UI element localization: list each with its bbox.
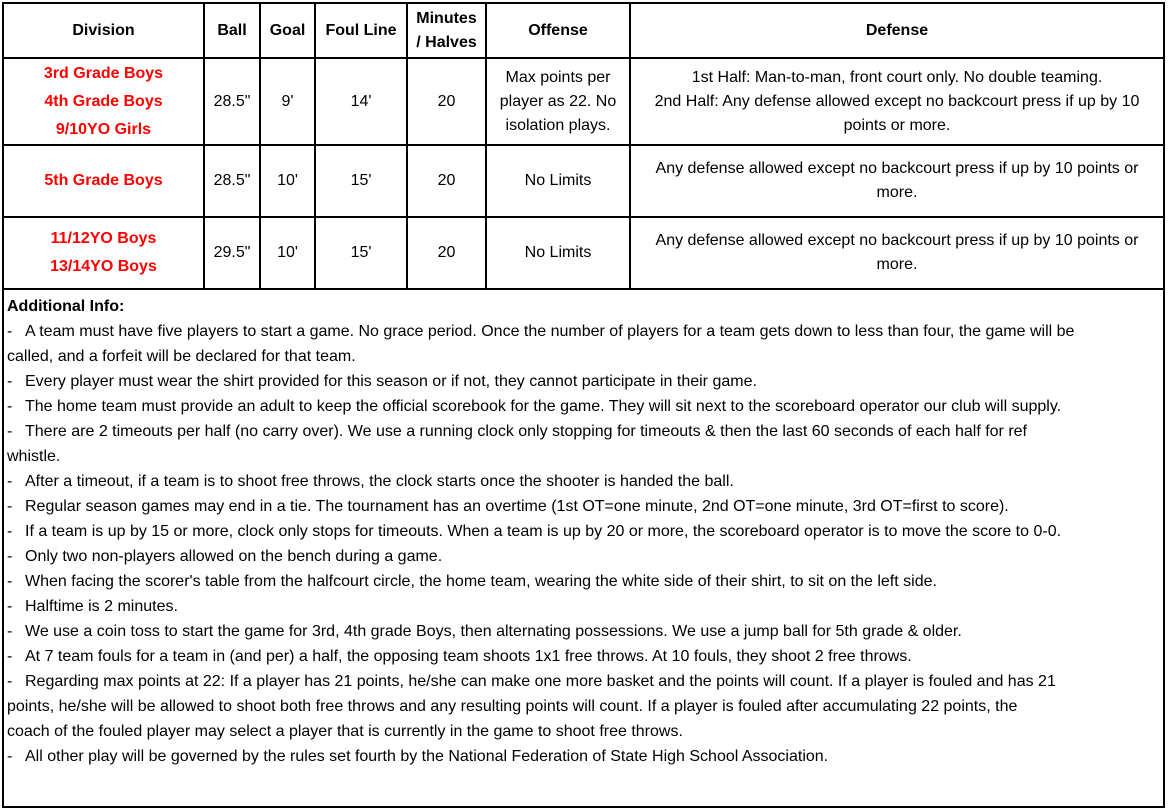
info-line <box>7 569 1161 594</box>
info-text: There are 2 timeouts per half (no carry over). We use a running clock only stopping for timeouts & then the last 60 seconds of each half for ref <box>25 423 1027 440</box>
offense-line: No Limits <box>524 172 592 189</box>
offense-line: isolation plays. <box>505 116 611 134</box>
info-text: Only two non-players allowed on the bench during a game. <box>25 548 443 565</box>
info-line <box>7 544 1161 569</box>
info-line <box>7 669 1161 694</box>
division-cell <box>4 145 204 217</box>
division-name: 3rd Grade Boys <box>43 64 164 82</box>
foul-line-cell: 14' <box>315 58 407 145</box>
info-text: coach of the fouled player may select a player that is currently in the game to shoot free throws. <box>7 723 683 740</box>
info-line <box>7 469 1161 494</box>
bullet-dash: - <box>7 498 13 515</box>
foul-line-cell: 15' <box>315 145 407 217</box>
table-row <box>4 145 1163 217</box>
info-line <box>7 694 1161 719</box>
offense-cell <box>486 145 630 217</box>
bullet-dash: - <box>7 423 13 440</box>
header-minutes-line1: Minutes <box>416 9 477 27</box>
info-text: points, he/she will be allowed to shoot both free throws and any resulting points will count. If a player is fouled after accumulating 22 points, the <box>7 698 1018 715</box>
info-text: Halftime is 2 minutes. <box>25 598 178 615</box>
info-text: The home team must provide an adult to keep the official scorebook for the game. They will sit next to the scoreboard operator our club will supply. <box>25 398 1062 415</box>
defense-line: more. <box>876 184 918 201</box>
offense-line: Max points per <box>505 68 611 86</box>
header-offense: Offense <box>486 4 630 58</box>
minutes-cell: 20 <box>407 145 486 217</box>
header-row <box>4 4 1163 58</box>
info-line <box>7 644 1161 669</box>
foul-line-cell: 15' <box>315 217 407 289</box>
defense-line: 1st Half: Man-to-man, front court only. No double teaming. <box>691 68 1103 86</box>
info-line <box>7 494 1161 519</box>
bullet-dash: - <box>7 398 13 415</box>
info-line <box>7 519 1161 544</box>
info-line <box>7 419 1161 444</box>
division-name: 13/14YO Boys <box>50 258 157 275</box>
division-name: 9/10YO Girls <box>55 120 152 138</box>
info-line <box>7 444 1161 469</box>
ball-cell: 28.5" <box>204 58 260 145</box>
bullet-dash: - <box>7 573 13 590</box>
bullet-dash: - <box>7 598 13 615</box>
header-minutes <box>407 4 486 58</box>
info-text: All other play will be governed by the rules set fourth by the National Federation of State High School Association. <box>25 748 829 765</box>
bullet-dash: - <box>7 473 13 490</box>
division-cell <box>4 217 204 289</box>
info-line <box>7 369 1161 394</box>
info-line <box>7 394 1161 419</box>
info-text: Every player must wear the shirt provided for this season or if not, they cannot participate in their game. <box>25 373 757 390</box>
header-minutes-line2: / Halves <box>416 33 477 51</box>
info-text: Regarding max points at 22: If a player has 21 points, he/she can make one more basket and the points will count. If a player is fouled and has 21 <box>25 673 1056 690</box>
info-text: At 7 team fouls for a team in (and per) a half, the opposing team shoots 1x1 free throws. At 10 fouls, they shoot 2 free throws. <box>25 648 912 665</box>
offense-cell <box>486 58 630 145</box>
info-text: If a team is up by 15 or more, clock only stops for timeouts. When a team is up by 20 or more, the scoreboard operator is to move the score to 0-0. <box>25 523 1062 540</box>
offense-line: No Limits <box>524 244 592 261</box>
info-text: called, and a forfeit will be declared for that team. <box>7 348 356 365</box>
table-row <box>4 217 1163 289</box>
info-text: After a timeout, if a team is to shoot free throws, the clock starts once the shooter is handed the ball. <box>25 473 734 490</box>
division-cell <box>4 58 204 145</box>
info-line <box>7 594 1161 619</box>
defense-line: 2nd Half: Any defense allowed except no backcourt press if up by 10 <box>654 92 1140 110</box>
info-text: Regular season games may end in a tie. The tournament has an overtime (1st OT=one minute, 2nd OT=one minute, 3rd OT=first to score). <box>25 498 1009 515</box>
additional-info-list <box>7 319 1161 769</box>
goal-cell: 10' <box>260 145 315 217</box>
bullet-dash: - <box>7 648 13 665</box>
additional-info <box>7 294 1161 769</box>
ball-cell: 29.5" <box>204 217 260 289</box>
defense-cell <box>630 58 1163 145</box>
defense-cell <box>630 217 1163 289</box>
goal-cell: 10' <box>260 217 315 289</box>
bullet-dash: - <box>7 623 13 640</box>
minutes-cell: 20 <box>407 217 486 289</box>
header-goal: Goal <box>260 4 315 58</box>
bullet-dash: - <box>7 748 13 765</box>
defense-cell <box>630 145 1163 217</box>
offense-cell <box>486 217 630 289</box>
header-foul-line: Foul Line <box>315 4 407 58</box>
bullet-dash: - <box>7 673 13 690</box>
info-line <box>7 744 1161 769</box>
info-text: whistle. <box>7 448 61 465</box>
header-division: Division <box>4 4 204 58</box>
header-ball: Ball <box>204 4 260 58</box>
offense-line: player as 22. No <box>499 92 617 110</box>
division-name: 4th Grade Boys <box>44 92 163 110</box>
info-line <box>7 344 1161 369</box>
additional-info-title: Additional Info: <box>7 298 125 315</box>
header-defense: Defense <box>630 4 1163 58</box>
info-text: When facing the scorer's table from the halfcourt circle, the home team, wearing the white side of their shirt, to sit on the left side. <box>25 573 937 590</box>
defense-line: points or more. <box>843 116 951 134</box>
division-name: 5th Grade Boys <box>44 172 163 189</box>
division-name: 11/12YO Boys <box>50 230 157 247</box>
bullet-dash: - <box>7 523 13 540</box>
bullet-dash: - <box>7 323 13 340</box>
table-row <box>4 58 1163 145</box>
bullet-dash: - <box>7 548 13 565</box>
bullet-dash: - <box>7 373 13 390</box>
info-line <box>7 319 1161 344</box>
info-text: A team must have five players to start a game. No grace period. Once the number of players for a team gets down to less than four, the game will be <box>25 323 1075 340</box>
division-rules-table <box>4 4 1163 290</box>
minutes-cell: 20 <box>407 58 486 145</box>
info-text: We use a coin toss to start the game for 3rd, 4th grade Boys, then alternating possessions. We use a jump ball for 5th grade & older. <box>25 623 962 640</box>
defense-line: more. <box>876 256 918 273</box>
info-line <box>7 719 1161 744</box>
rules-sheet <box>2 2 1165 808</box>
info-line <box>7 619 1161 644</box>
ball-cell: 28.5" <box>204 145 260 217</box>
goal-cell: 9' <box>260 58 315 145</box>
defense-line: Any defense allowed except no backcourt press if up by 10 points or <box>655 232 1139 249</box>
defense-line: Any defense allowed except no backcourt press if up by 10 points or <box>655 160 1139 177</box>
